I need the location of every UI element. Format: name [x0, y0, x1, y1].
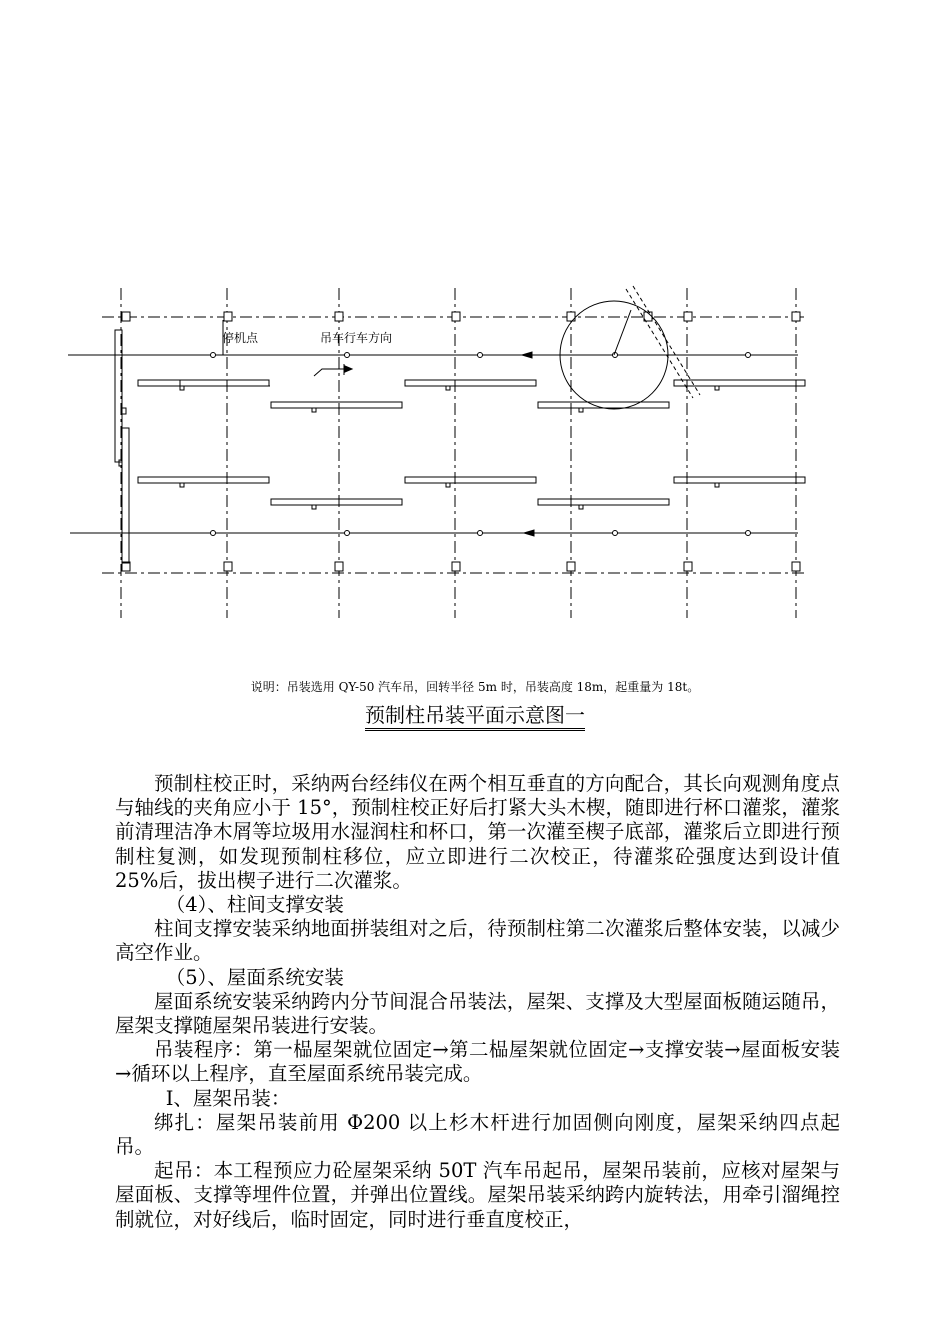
paragraph-hoisting-procedure: 吊装程序：第一榀屋架就位固定→第二榀屋架就位固定→支撑安装→屋面板安装→循环以上程序，直至屋面系统吊装完成。 [115, 1038, 840, 1086]
heading-roof-truss-hoisting: Ⅰ、屋架吊装： [165, 1086, 291, 1110]
precast-columns-row1 [138, 380, 805, 412]
crane-travel-lines [68, 355, 798, 533]
figure-title [0, 699, 950, 728]
paragraph-lifting: 起吊：本工程预应力砼屋架采纳 50T 汽车吊起吊，屋架吊装前，应核对屋架与屋面板、支撑等埋件位置，并弹出位置线。屋架吊装采纳跨内旋转法，用牵引溜绳控制就位，对好线后，临时固定，同时进行垂直度校正， [115, 1159, 840, 1231]
paragraph-column-correction: 预制柱校正时，采纳两台经纬仪在两个相互垂直的方向配合，其长向观测角度点与轴线的夹角应小于 15°，预制柱校正好后打紧大头木楔，随即进行杯口灌浆，灌浆前清理洁净木屑等垃圾用水湿润柱和杯口，第一次灌至楔子底部，灌浆后立即进行预制柱复测，如发现预制柱移位，应立即进行二次校正，待灌浆砼强度达到设计值 25%后，拔出楔子进行二次灌浆。 [115, 772, 840, 892]
lifted-column-dashed [626, 286, 700, 398]
heading-roof-system: （5）、屋面系统安装 [165, 965, 344, 989]
column-squares-top [122, 312, 800, 321]
diagram-note: 说明：吊装选用 QY-50 汽车吊，回转半径 5m 时，吊装高度 18m，起重量为 18t。 [250, 680, 700, 694]
body-text [115, 772, 840, 1232]
heading-column-bracing: （4）、柱间支撑安装 [165, 893, 344, 917]
precast-columns-vertical [115, 330, 129, 563]
figure-title-text: 预制柱吊装平面示意图一 [365, 703, 585, 731]
direction-arrow-symbol [314, 364, 352, 376]
paragraph-roof-system: 屋面系统安装采纳跨内分节间混合吊装法，屋架、支撑及大型屋面板随运随吊，屋架支撑随屋架吊装进行安装。 [115, 989, 840, 1038]
crane-direction-label: 吊车行车方向 [320, 331, 393, 345]
column-squares-bottom [122, 562, 800, 571]
stop-point-label: 停机点 [222, 331, 259, 345]
precast-columns-row2 [138, 477, 805, 509]
paragraph-binding: 绑扎：屋架吊装前用 Φ200 以上杉木杆进行加固侧向刚度，屋架采纳四点起吊。 [115, 1110, 840, 1159]
column-hoisting-plan-diagram [60, 280, 820, 620]
paragraph-column-bracing: 柱间支撑安装采纳地面拼装组对之后，待预制柱第二次灌浆后整体安装，以减少高空作业。 [115, 917, 840, 965]
